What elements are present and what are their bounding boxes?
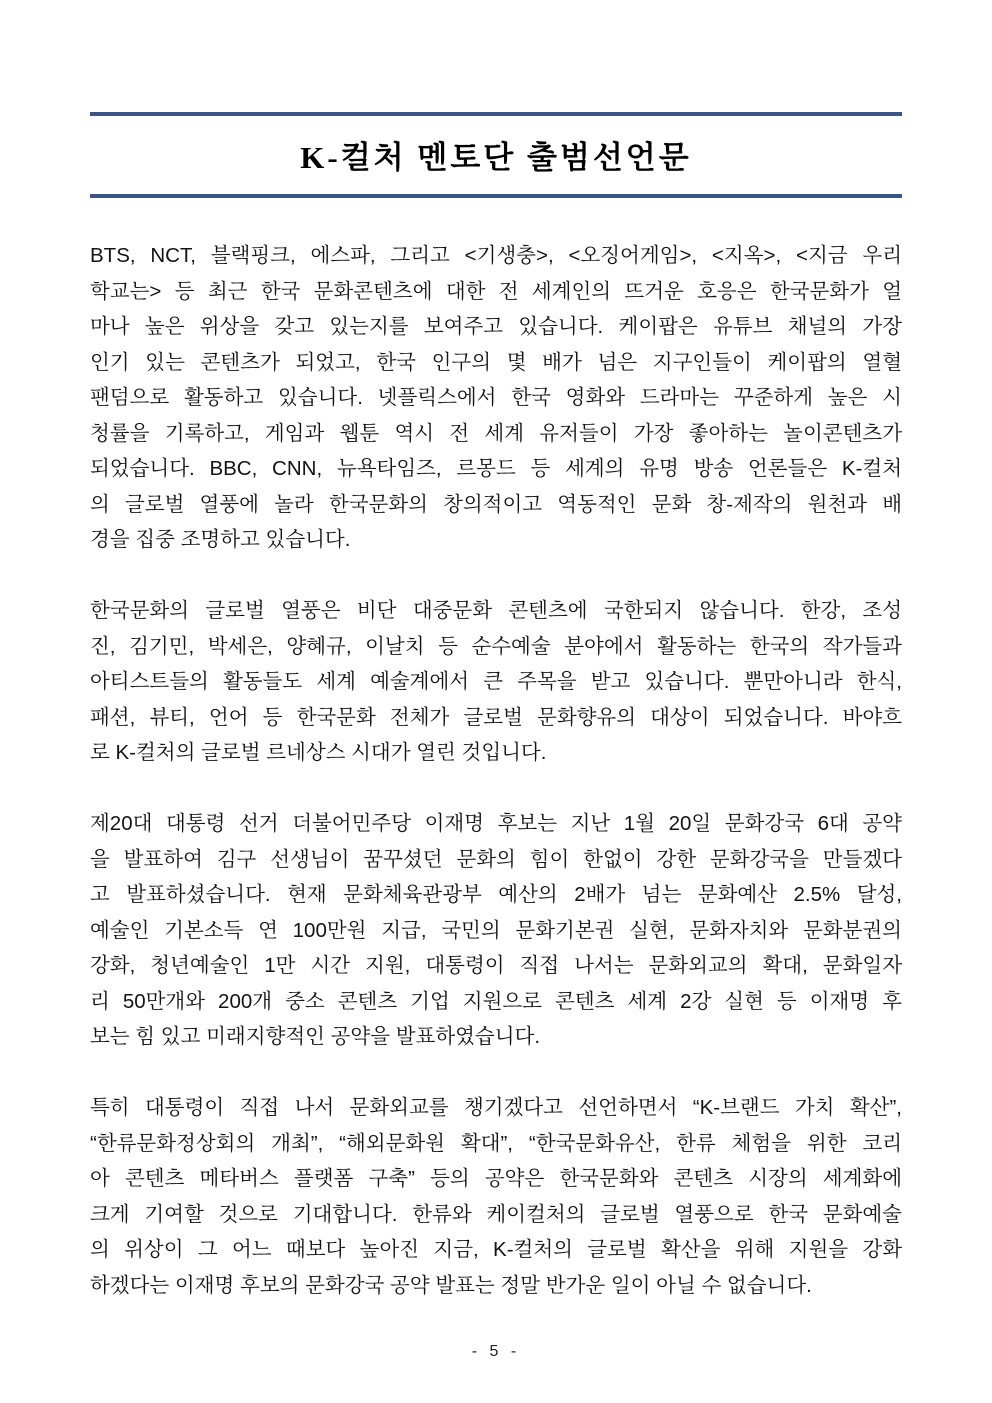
paragraph-line: 리 50만개와 200개 중소 콘텐츠 기업 지원으로 콘텐츠 세계 2강 실현 등 이재명 후 (90, 989, 902, 1013)
paragraph-line: 팬덤으로 활동하고 있습니다. 넷플릭스에서 한국 영화와 드라마는 꾸준하게 높은 시 (90, 386, 902, 409)
paragraph-line: 의 위상이 그 어느 때보다 높아진 지금, K-컬처의 글로벌 확산을 위해 지원을 강화 (90, 1238, 902, 1261)
document-body (90, 238, 902, 1303)
paragraph-line: 마나 높은 위상을 갖고 있는지를 보여주고 있습니다. 케이팝은 유튜브 채널의 가장 (90, 315, 902, 338)
paragraph-line: 경을 집중 조명하고 있습니다. (90, 528, 351, 551)
paragraph-line: 로 K-컬처의 글로벌 르네상스 시대가 열린 것입니다. (90, 741, 547, 764)
paragraph-line: 진, 김기민, 박세은, 양혜규, 이날치 등 순수예술 분야에서 활동하는 한국의 작가들과 (90, 634, 902, 658)
title-block (90, 0, 902, 198)
paragraph-line: 예술인 기본소득 연 100만원 지급, 국민의 문화기본권 실현, 문화자치와 문화분권의 (90, 918, 902, 942)
paragraph-line: 하겠다는 이재명 후보의 문화강국 공약 발표는 정말 반가운 일이 아닐 수 없습니다. (90, 1273, 812, 1297)
paragraph-line: 고 발표하셨습니다. 현재 문화체육관광부 예산의 2배가 넘는 문화예산 2.5% 달성, (90, 883, 902, 906)
paragraph (90, 806, 902, 1055)
document-title: K-컬처 멘토단 출범선언문 (300, 140, 692, 175)
paragraph (90, 238, 902, 558)
paragraph-line: 아티스트들의 활동들도 세계 예술계에서 큰 주목을 받고 있습니다. 뿐만아니라 한식, (90, 670, 902, 693)
paragraph-line: 크게 기여할 것으로 기대합니다. 한류와 케이컬처의 글로벌 열풍으로 한국 문화예술 (90, 1202, 902, 1226)
paragraph-line: 제20대 대통령 선거 더불어민주당 이재명 후보는 지난 1월 20일 문화강국 6대 공약 (90, 812, 902, 835)
paragraph-line: 아 콘텐츠 메타버스 플랫폼 구축” 등의 공약은 한국문화와 콘텐츠 시장의 세계화에 (90, 1167, 902, 1190)
paragraph-line: 보는 힘 있고 미래지향적인 공약을 발표하였습니다. (90, 1025, 541, 1048)
paragraph-line: 강화, 청년예술인 1만 시간 지원, 대통령이 직접 나서는 문화외교의 확대, 문화일자 (90, 954, 902, 977)
paragraph-line: 한국문화의 글로벌 열풍은 비단 대중문화 콘텐츠에 국한되지 않습니다. 한강, 조성 (90, 599, 902, 622)
paragraph-line: 인기 있는 콘텐츠가 되었고, 한국 인구의 몇 배가 넘은 지구인들이 케이팝의 열혈 (90, 350, 902, 374)
paragraph-line: 을 발표하여 김구 선생님이 꿈꾸셨던 문화의 힘이 한없이 강한 문화강국을 만들겠다 (90, 847, 902, 871)
title-rule-bottom (90, 194, 902, 198)
paragraph-line: “한류문화정상회의 개최”, “해외문화원 확대”, “한국문화유산, 한류 체험을 위한 코리 (90, 1131, 902, 1155)
page-number: - 5 - (471, 1343, 521, 1360)
paragraph-line: 청률을 기록하고, 게임과 웹툰 역시 전 세계 유저들이 가장 좋아하는 놀이콘텐츠가 (90, 421, 902, 445)
paragraph-line: 패션, 뷰티, 언어 등 한국문화 전체가 글로벌 문화향유의 대상이 되었습니다. 바야흐 (90, 705, 902, 729)
paragraph-line: 되었습니다. BBC, CNN, 뉴욕타임즈, 르몽드 등 세계의 유명 방송 언론들은 K-컬처 (90, 457, 902, 480)
paragraph-line: 학교는> 등 최근 한국 문화콘텐츠에 대한 전 세계인의 뜨거운 호응은 한국문화가 얼 (90, 279, 902, 303)
paragraph-line: 의 글로벌 열풍에 놀라 한국문화의 창의적이고 역동적인 문화 창-제작의 원천과 배 (90, 492, 902, 516)
paragraph-line: BTS, NCT, 블랙핑크, 에스파, 그리고 <기생충>, <오징어게임>, <지옥>, <지금 우리 (90, 244, 902, 267)
paragraph (90, 1090, 902, 1303)
paragraph (90, 593, 902, 771)
paragraph-line: 특히 대통령이 직접 나서 문화외교를 챙기겠다고 선언하면서 “K-브랜드 가치 확산”, (90, 1096, 902, 1119)
